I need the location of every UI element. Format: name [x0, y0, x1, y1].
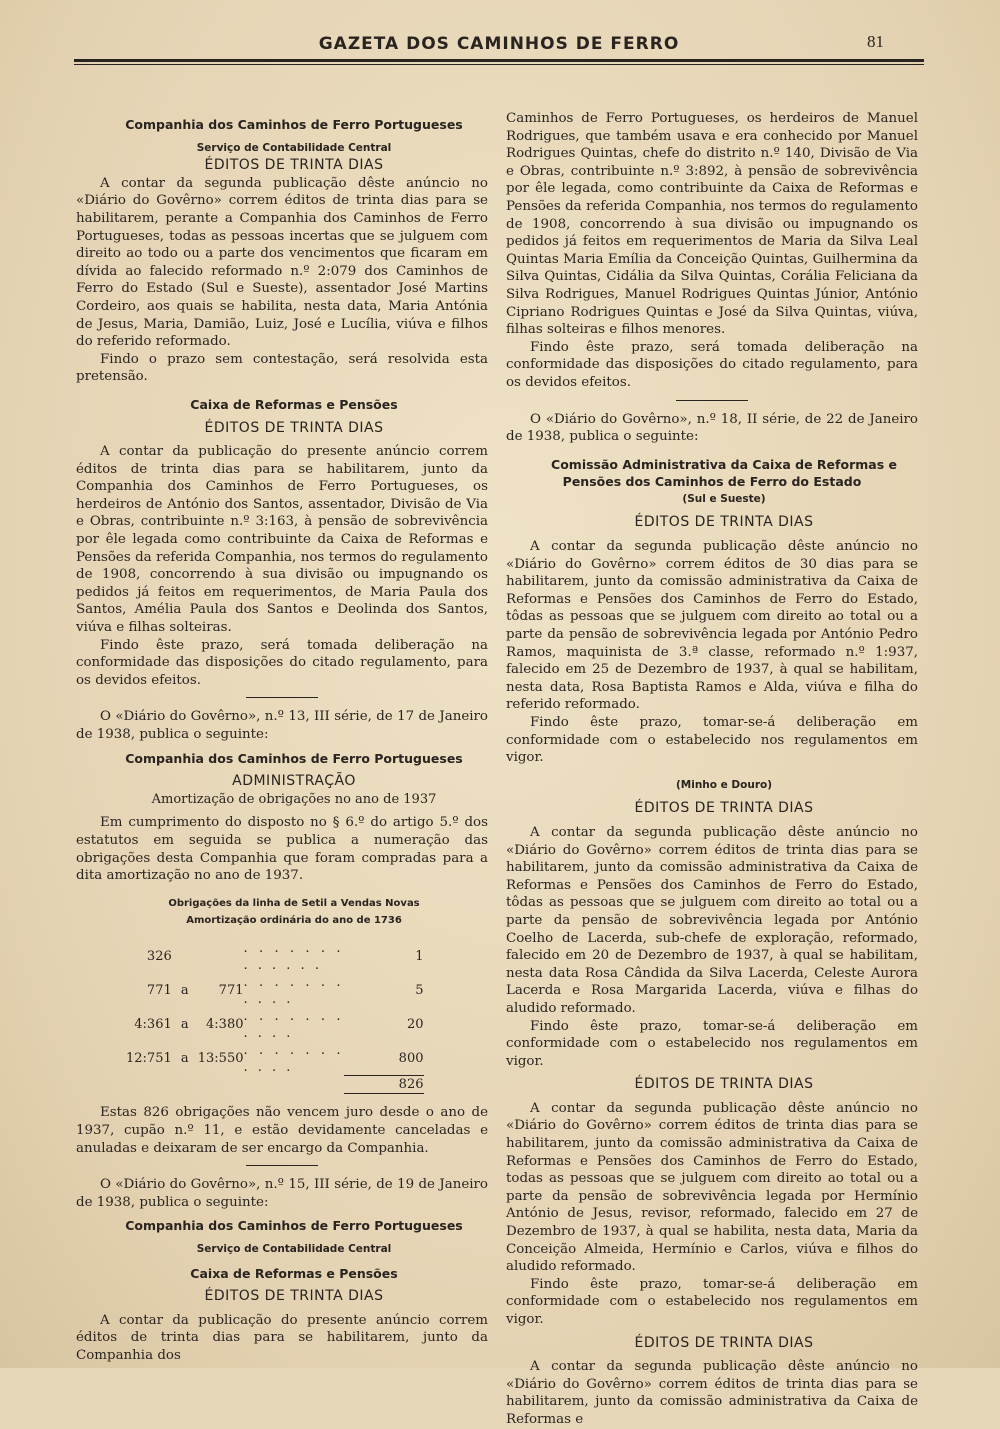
amortizacao-ordinaria-heading: Amortização ordinária do ano de 1736	[186, 915, 402, 927]
range-to: 13:550	[197, 1051, 244, 1067]
range-from: 326	[146, 949, 172, 965]
table-total: 826	[344, 1076, 424, 1094]
range-to: 771	[218, 983, 244, 999]
row-value: 5	[415, 983, 424, 999]
publication-title: GAZETA DOS CAMINHOS DE FERRO	[318, 34, 680, 54]
range-sep: a	[180, 1017, 189, 1033]
notice-company-heading: Companhia dos Caminhos de Ferro Portugueses	[125, 117, 463, 132]
range-sep: a	[180, 1051, 189, 1067]
range-from: 4:361	[134, 1017, 172, 1033]
notice-paragraph: Caminhos de Ferro Portugueses, os herdeiros de Manuel Rodrigues, que também usava e era conhecido por Manuel Rodrigues Quintas, chefe do distrito n.º 140, Divisão de Via e Obras, contribuinte n.º 3:892, à pensão de sobrevivência por êle legada, como contribuinte da Caixa de Reformas e Pensões da referida Companhia, nos termos do regulamento de 1908, concorrendo à sua divisão ou impugnando os pedidos já feitos em requerimentos de Maria da Silva Leal Quintas Maria Emília da Conceição Quintas, Guilhermina da Silva Quintas, Cidália da Silva Quintas, Corália Feliciana da Silva Rodrigues, Manuel Rodrigues Quintas Júnior, António Cipriano Rodrigues Quintas e José da Silva Quintas, viúva, filhas solteiras e filhos menores.	[506, 111, 918, 338]
page-header	[74, 30, 924, 70]
header-rule-thin	[74, 64, 924, 65]
notice-paragraph: A contar da segunda publicação dêste anúncio no «Diário do Govêrno» correm éditos de 30 dias para se habilitarem, junto da comissão administrativa da Caixa de Reformas e Pensões dos Caminhos de Ferro do Estado, tôdas as pessoas que se julguem com direito ao total ou a parte da pensão de sobrevivência legada por António Pedro Ramos, maquinista de 3.ª classe, reformado n.º 1:937, falecido em 25 de Dezembro de 1937, à qual se habilitam, nesta data, Rosa Baptista Ramos e Alda, viúva e filha do referido reformado.	[506, 539, 918, 713]
amortizacao-heading: Amortização de obrigações no ano de 1937	[151, 791, 437, 807]
left-column	[76, 116, 488, 1365]
diario-intro: O «Diário do Govêrno», n.º 15, III série, de 19 de Janeiro de 1938, publica o seguinte:	[76, 1177, 488, 1210]
caixa-heading: Caixa de Reformas e Pensões	[190, 1265, 398, 1281]
obrigacoes-heading: Obrigações da linha de Setil a Vendas Novas	[168, 897, 420, 909]
notice-editos-heading: ÉDITOS DE TRINTA DIAS	[634, 1076, 814, 1093]
notice-paragraph: A contar da publicação do presente anúncio correm éditos de trinta dias para se habilitarem, junto da Companhia dos Caminhos de Ferro Portugueses, os herdeiros de António dos Santos, assentador, Divisão de Via e Obras, contribuinte n.º 3:163, à pensão de sobrevivência por êle legada como contribuinte da Caixa de Reformas e Pensões da referida Companhia, nos termos do regulamento de 1908, concorrendo à sua divisão ou impugnando os pedidos já feitos em requerimentos, de Maria Paula dos Santos, Amélia Paula dos Santos e Deolinda dos Santos, viúva e filhas solteiras.	[76, 444, 488, 636]
notice-paragraph: Estas 826 obrigações não vencem juro desde o ano de 1937, cupão n.º 11, e estão devidamente canceladas e anuladas e deixaram de ser encargo da Companhia.	[76, 1105, 488, 1156]
notice-editos-heading: ÉDITOS DE TRINTA DIAS	[204, 157, 384, 174]
range-to	[198, 940, 244, 974]
notice-service-heading: Serviço de Contabilidade Central	[196, 141, 392, 154]
header-rule-thick	[74, 59, 924, 62]
sul-sueste-subheading: (Sul e Sueste)	[682, 492, 766, 505]
notice-paragraph: A contar da segunda publicação dêste anúncio no «Diário do Govêrno» correm éditos de trinta dias para se habilitarem, perante a Companhia dos Caminhos de Ferro Portugueses, todas as pessoas incertas que se julguem com direito ao todo ou a parte dos vencimentos que ficaram em dívida ao falecido reformado n.º 2:079 dos Caminhos de Ferro do Estado (Sul e Sueste), assentador José Martins Cordeiro, aos quais se habilita, nesta data, Maria Antónia de Jesus, Maria, Damião, Luiz, José e Lucília, viúva e filhos do referido reformado.	[76, 175, 488, 350]
section-separator	[246, 697, 318, 698]
table-row	[126, 940, 424, 974]
notice-paragraph: Findo êste prazo, será tomada deliberação na conformidade das disposições do citado regulamento, para os devidos efeitos.	[506, 339, 918, 390]
notice-paragraph: A contar da segunda publicação dêste anúncio no «Diário do Govêrno» correm éditos de trinta dias para se habilitarem, junto da comissão administrativa da Caixa de Reformas e	[506, 1359, 918, 1427]
table-row	[126, 974, 424, 1008]
range-from: 12:751	[126, 1051, 172, 1067]
row-value: 1	[415, 949, 424, 965]
range-from: 771	[146, 983, 172, 999]
notice-editos-heading: ÉDITOS DE TRINTA DIAS	[204, 419, 384, 436]
notice-paragraph: A contar da segunda publicação dêste anúncio no «Diário do Govêrno» correm éditos de trinta dias para se habilitarem, junto da comissão administrativa da Caixa de Reformas e Pensões dos Caminhos de Ferro do Estado, todas as pessoas que se julguem com direito ao total ou a parte da pensão de sobrevivência legada por Hermínio António de Jesus, revisor, reformado, falecido em 27 de Dezembro de 1937, à qual se habilita, nesta data, Maria da Conceição Almeida, Hermínio e Carlos, viúva e filhos do aludido reformado.	[506, 1100, 918, 1275]
notice-company-heading: Companhia dos Caminhos de Ferro Portugueses	[125, 1218, 463, 1234]
notice-company-heading: Companhia dos Caminhos de Ferro Portugueses	[125, 750, 463, 766]
row-value: 20	[406, 1017, 424, 1033]
notice-editos-heading: ÉDITOS DE TRINTA DIAS	[634, 514, 814, 531]
notice-paragraph: Findo êste prazo, será tomada deliberação na conformidade das disposições do citado regulamento, para os devidos efeitos.	[76, 637, 488, 688]
notice-service-heading: Serviço de Contabilidade Central	[196, 1243, 392, 1255]
leader-dots: . . . . . . . . . . .	[243, 1042, 344, 1075]
right-column	[506, 110, 918, 1429]
notice-paragraph: Em cumprimento do disposto no § 6.º do artigo 5.º dos estatutos em seguida se publica a numeração das obrigações desta Companhia que foram compradas para a dita amortização no ano de 1937.	[76, 815, 488, 884]
diario-intro: O «Diário do Govêrno», n.º 18, II série, de 22 de Janeiro de 1938, publica o seguinte:	[506, 411, 918, 445]
caixa-heading: Caixa de Reformas e Pensões	[190, 396, 398, 412]
range-sep	[172, 940, 198, 974]
page-number: 81	[867, 32, 884, 51]
row-value: 800	[398, 1051, 424, 1067]
minho-douro-heading: (Minho e Douro)	[675, 778, 773, 791]
range-to: 4:380	[206, 1017, 244, 1033]
notice-editos-heading: ÉDITOS DE TRINTA DIAS	[204, 1288, 384, 1305]
notice-paragraph: A contar da publicação do presente anúncio correm éditos de trinta dias para se habilitarem, junto da Companhia dos	[76, 1312, 488, 1363]
notice-paragraph: A contar da segunda publicação dêste anúncio no «Diário do Govêrno» correm éditos de trinta dias para se habilitarem, junto da comissão administrativa da Caixa de Reformas e Pensões dos Caminhos de Ferro do Estado, tôdas as pessoas que se julguem com direito ao total ou a parte da pensão de sobrevivência legada por António Coelho de Lacerda, sub-chefe de exploração, reformado, falecido em 20 de Dezembro de 1937, à qual se habilitam, nesta data Rosa Cândida da Silva Lacerda, Celeste Aurora Lacerda e Rosa Margarida Lacerda, viúva e filhas do aludido reformado.	[506, 824, 918, 1016]
diario-intro: O «Diário do Govêrno», n.º 13, III série, de 17 de Janeiro de 1938, publica o seguinte:	[76, 709, 488, 742]
amortization-table	[126, 940, 424, 1095]
leader-dots: . . . . . . . . . . .	[243, 1008, 344, 1041]
leader-dots: . . . . . . . . . . .	[243, 974, 344, 1007]
notice-paragraph: Findo êste prazo, tomar-se-á deliberação em conformidade com o estabelecido nos regulamentos em vigor.	[506, 1018, 918, 1069]
notice-paragraph: Findo êste prazo, tomar-se-á deliberação em conformidade com o estabelecido nos regulamentos em vigor.	[506, 715, 918, 766]
notice-paragraph: Findo o prazo sem contestação, será resolvida esta pretensão.	[76, 351, 488, 385]
notice-paragraph: Findo êste prazo, tomar-se-á deliberação em conformidade com o estabelecido nos regulamentos em vigor.	[506, 1276, 918, 1327]
leader-dots: . . . . . . . . . . . . .	[243, 940, 344, 973]
section-separator	[246, 1165, 318, 1166]
notice-editos-heading: ÉDITOS DE TRINTA DIAS	[634, 800, 814, 817]
administracao-heading: ADMINISTRAÇÃO	[232, 773, 356, 790]
range-sep: a	[180, 983, 189, 999]
section-separator	[676, 400, 748, 401]
notice-editos-heading: ÉDITOS DE TRINTA DIAS	[634, 1334, 814, 1351]
table-row	[126, 1008, 424, 1042]
table-row	[126, 1042, 424, 1076]
comissao-heading: Comissão Administrativa da Caixa de Reformas e Pensões dos Caminhos de Ferro do Estado	[551, 456, 897, 490]
